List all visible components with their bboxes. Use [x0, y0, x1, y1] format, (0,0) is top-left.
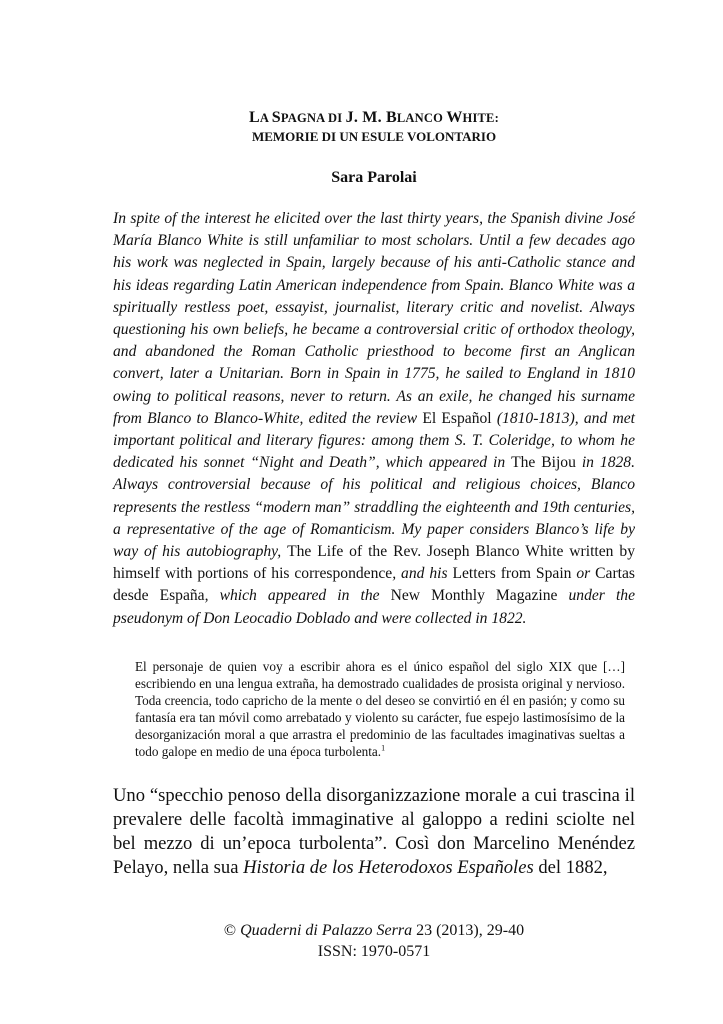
- body-paragraph: Uno “specchio penoso della disorganizzazione morale a cui trascina il prevalere delle facoltà immaginative al galoppo a redini sciolte nel bel mezzo di un’epoca turbolenta”. Così don Marcelino Menéndez Pelayo, nella sua Historia de los Heterodoxos Españoles del 1882,: [113, 784, 635, 878]
- issn: ISSN: 1970-0571: [317, 943, 431, 960]
- title-life: The Life of the Rev. Joseph Blanco White written by himself with portions of his correspondence: [113, 543, 636, 583]
- author-name: Sara Parolai: [331, 169, 417, 186]
- footnote-marker[interactable]: 1: [381, 743, 386, 753]
- page-footer: [113, 920, 635, 962]
- article-page: [113, 108, 635, 880]
- article-title: LA SPAGNA DI J. M. BLANCO WHITE:: [249, 109, 499, 126]
- title-the-bijou: The Bijou: [511, 454, 576, 472]
- title-letters: Letters from Spain: [452, 565, 572, 583]
- title-new-monthly: New Monthly Magazine: [390, 587, 558, 605]
- journal-citation: © Quaderni di Palazzo Serra 23 (2013), 29-40: [223, 922, 525, 939]
- abstract: In spite of the interest he elicited over the last thirty years, the Spanish divine José María Blanco White is still unfamiliar to most scholars. Until a few decades ago his work was neglected in Spain, largely because of his anti-Catholic stance and his ideas regarding Latin American independence from Spain. Blanco White was a spiritually restless poet, essayist, journalist, literary critic and novelist. Always questioning his own beliefs, he became a controversial critic of orthodox theology, and abandoned the Roman Catholic priesthood to become first an Anglican convert, later a Unitarian. Born in Spain in 1775, he sailed to England in 1810 owing to political reasons, never to return. As an exile, he changed his surname from Blanco to Blanco-White, edited the review El Español (1810-1813), and met important political and literary figures: among them S. T. Coleridge, to whom he dedicated his sonnet “Night and Death”, which appeared in The Bijou in 1828. Always controversial because of his political and religious choices, Blanco represents the restless “modern man” straddling the eighteenth and 19th centuries, a representative of the age of Romanticism. My paper considers Blanco’s life by way of his autobiography, The Life of the Rev. Joseph Blanco White written by himself with portions of his correspondence, and his Letters from Spain or Cartas desde España, which appeared in the New Monthly Magazine under the pseudonym of Don Leocadio Doblado and were collected in 1822.: [113, 210, 636, 627]
- block-quote: El personaje de quien voy a escribir ahora es el único español del siglo XIX que […] escribiendo en una lengua extraña, ha demostrado cualidades de prosista original y nervioso. Toda creencia, todo capricho de la mente o del deseo se convirtió en él en pasión; y como su fantasía era tan móvil como arrebatado y violento su carácter, fue espejo lastimosísimo de la desorganización moral a que arrastra el predominio de las facultades imaginativas sueltas a todo galope en medio de una época turbolenta.$^1$: [135, 658, 625, 759]
- journal-name: Quaderni di Palazzo Serra: [240, 922, 413, 939]
- article-subtitle: MEMORIE DI UN ESULE VOLONTARIO: [251, 129, 497, 144]
- title-el-espanol: El Español: [422, 409, 492, 427]
- title-cartas: Cartas desde España: [113, 565, 635, 605]
- title-historia: Historia de los Heterodoxos Españoles: [243, 856, 534, 878]
